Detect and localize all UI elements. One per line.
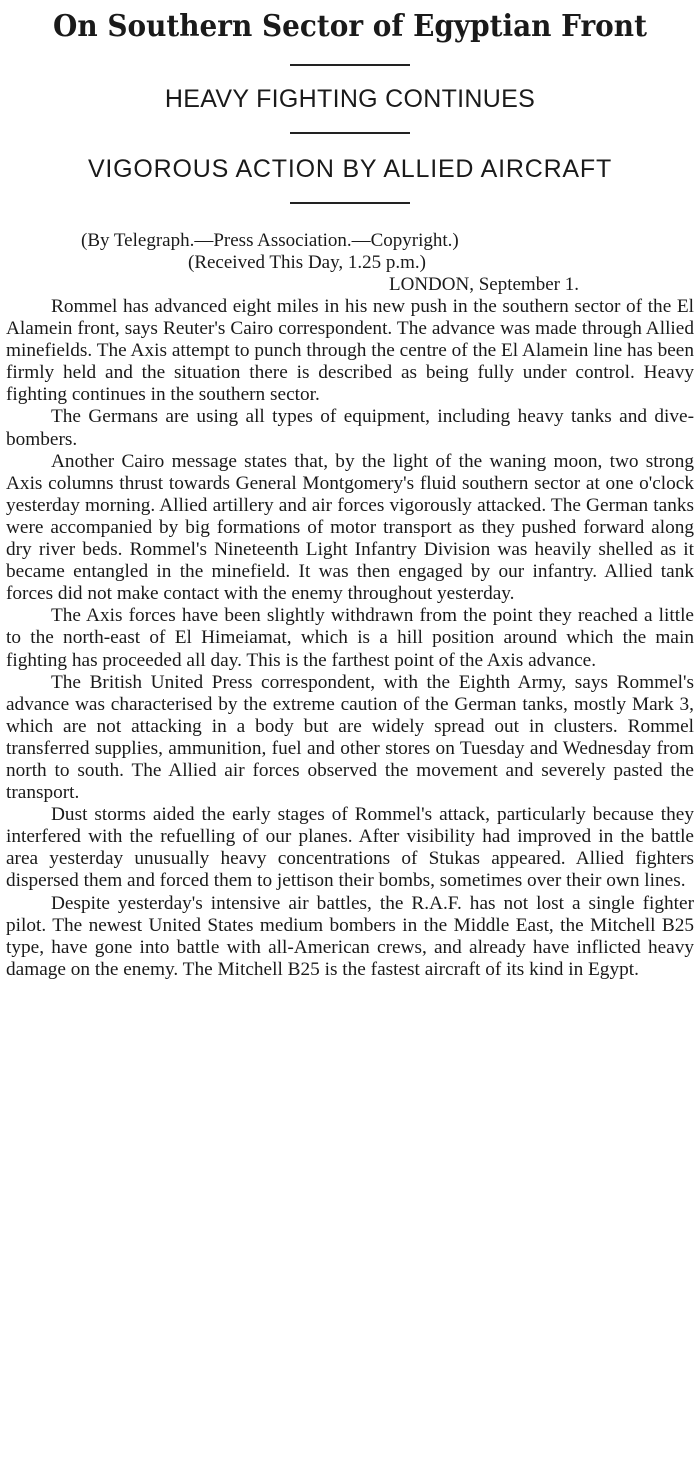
dateline-credits	[6, 230, 694, 296]
article-paragraph: The Axis forces have been slightly withdrawn from the point they reached a little to the north-east of El Himeiamat, which is a hill position around which the main fighting has proceeded all day. This is the farthest point of the Axis advance.	[6, 605, 694, 671]
credit-line-dateline: LONDON, September 1.	[389, 274, 579, 295]
credit-line-received: (Received This Day, 1.25 p.m.)	[188, 252, 426, 273]
article-paragraph: The British United Press correspondent, with the Eighth Army, says Rommel's advance was characterised by the extreme caution of the German tanks, mostly Mark 3, which are not attacking in a body but are widely spread out in clusters. Rommel transferred supplies, ammunition, fuel and other stores on Tuesday and Wednesday from north to south. The Allied air forces observed the movement and severely pasted the transport.	[6, 671, 694, 804]
article-paragraph: Rommel has advanced eight miles in his new push in the southern sector of the El Alamein front, says Reuter's Cairo correspondent. The advance was made through Allied minefields. The Axis attempt to punch through the centre of the El Alamein line has been firmly held and the situation there is described as being fully under control. Heavy fighting continues in the southern sector.	[6, 296, 694, 406]
divider-rule-1	[290, 64, 410, 66]
article-paragraph: Another Cairo message states that, by the light of the waning moon, two strong Axis columns thrust towards General Montgomery's fluid southern sector at one o'clock yesterday morning. Allied artillery and air forces vigorously attacked. The German tanks were accompanied by big formations of motor transport as they pushed forward along dry river beds. Rommel's Nineteenth Light Infantry Division was heavily shelled as it became entangled in the minefield. It was then engaged by our infantry. Allied tank forces did not make contact with the enemy throughout yesterday.	[6, 450, 694, 605]
article-paragraph: Dust storms aided the early stages of Rommel's attack, particularly because they interfered with the refuelling of our planes. After visibility had improved in the battle area yesterday unusually heavy concentrations of Stukas appeared. Allied fighters dispersed them and forced them to jettison their bombs, sometimes over their own lines.	[6, 804, 694, 892]
divider-rule-3	[290, 202, 410, 204]
article-body	[6, 296, 694, 981]
headline: On Southern Sector of Egyptian Front	[53, 9, 647, 44]
divider-rule-2	[290, 132, 410, 134]
credit-line-telegraph: (By Telegraph.—Press Association.—Copyright.)	[81, 230, 459, 251]
subheadline-vigorous-action: VIGOROUS ACTION BY ALLIED AIRCRAFT	[87, 155, 613, 183]
subheadline-heavy-fighting: HEAVY FIGHTING CONTINUES	[164, 85, 536, 113]
article-paragraph: The Germans are using all types of equipment, including heavy tanks and dive-bombers.	[6, 406, 694, 450]
article-paragraph: Despite yesterday's intensive air battles, the R.A.F. has not lost a single fighter pilot. The newest United States medium bombers in the Middle East, the Mitchell B25 type, have gone into battle with all-American crews, and already have inflicted heavy damage on the enemy. The Mitchell B25 is the fastest aircraft of its kind in Egypt.	[6, 892, 694, 980]
